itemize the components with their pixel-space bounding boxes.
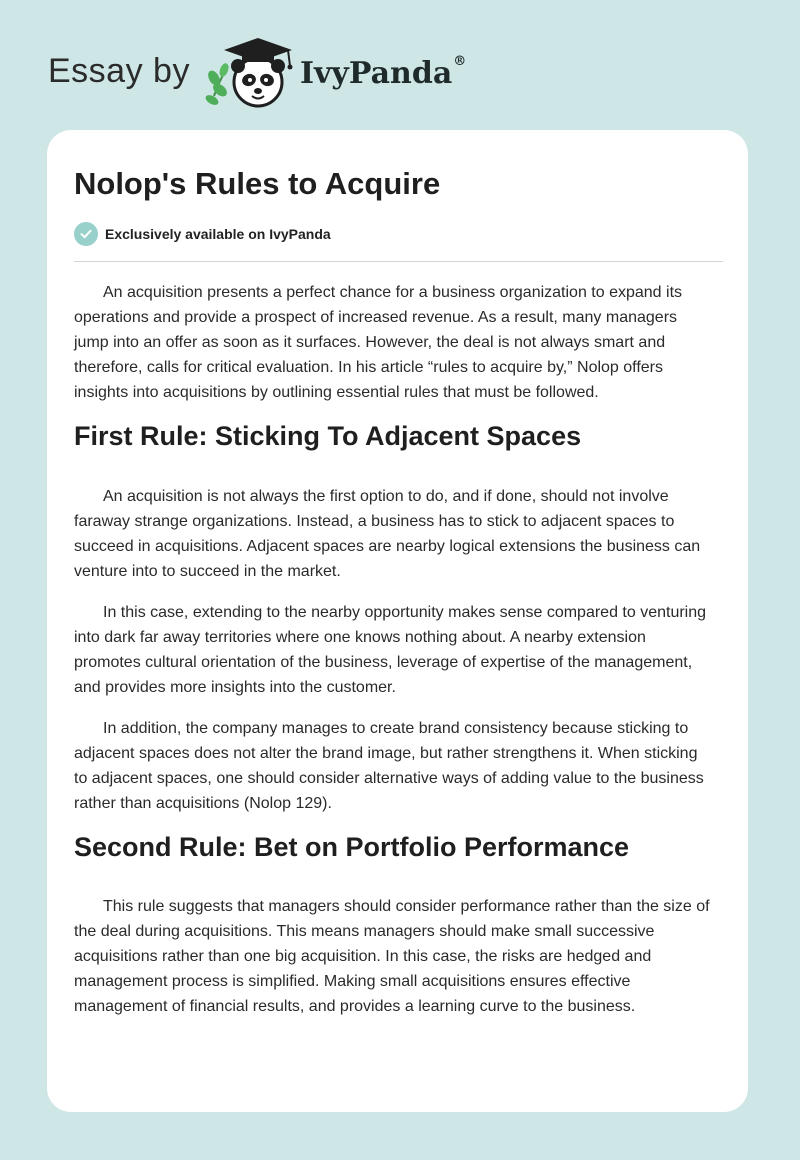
paragraph: In addition, the company manages to create brand consistency because sticking to adjacent spaces does not alter the brand image, but rather strengthens it. When sticking to adjacent spaces, one should consider alternative ways of adding value to the business rather than acquisitions (Nolop 129). bbox=[74, 720, 704, 812]
paragraph: This rule suggests that managers should consider performance rather than the size of the deal during acquisitions. This means managers should make small successive acquisitions rather than one big acquisition. In this case, the risks are hedged and management process is simplified. Making small acquisitions ensures effective management of financial results, and provides a learning curve to the business. bbox=[74, 898, 710, 1015]
paragraph: An acquisition is not always the first option to do, and if done, should not involve faraway strange organizations. Instead, a business has to stick to adjacent spaces to succeed in acquisitions. Adjacent spaces are nearby logical extensions the business can venture into to succeed in the market. bbox=[74, 488, 701, 580]
registered-mark: ® bbox=[453, 53, 467, 69]
check-circle-icon bbox=[74, 222, 98, 246]
divider bbox=[74, 261, 723, 262]
section-heading-second-rule: Second Rule: Bet on Portfolio Performance bbox=[74, 832, 630, 862]
essay-body bbox=[74, 280, 714, 1035]
site-header bbox=[48, 34, 466, 114]
paragraph: In this case, extending to the nearby opportunity makes sense compared to venturing into dark far away territories where one knows nothing about. A nearby extension promotes cultural orientation of the business, leverage of expertise of the management, and provides more insights into the customer. bbox=[74, 604, 707, 696]
page-title: Nolop's Rules to Acquire bbox=[74, 166, 441, 201]
section-heading-first-rule: First Rule: Sticking To Adjacent Spaces bbox=[74, 421, 582, 451]
panda-logo-icon[interactable] bbox=[204, 36, 296, 112]
exclusive-badge-label: Exclusively available on IvyPanda bbox=[105, 226, 331, 242]
brand-name[interactable]: IvyPanda® bbox=[299, 53, 467, 91]
essay-card bbox=[47, 130, 748, 1112]
essay-by-label: Essay by bbox=[48, 51, 190, 90]
exclusive-badge bbox=[74, 222, 331, 246]
intro-paragraph: An acquisition presents a perfect chance for a business organization to expand its operations and provide a prospect of increased revenue. As a result, many managers jump into an offer as soon as it surfaces. However, the deal is not always smart and therefore, calls for critical evaluation. In his article “rules to acquire by,” Nolop offers insights into acquisitions by outlining essential rules that must be followed. bbox=[74, 284, 683, 401]
